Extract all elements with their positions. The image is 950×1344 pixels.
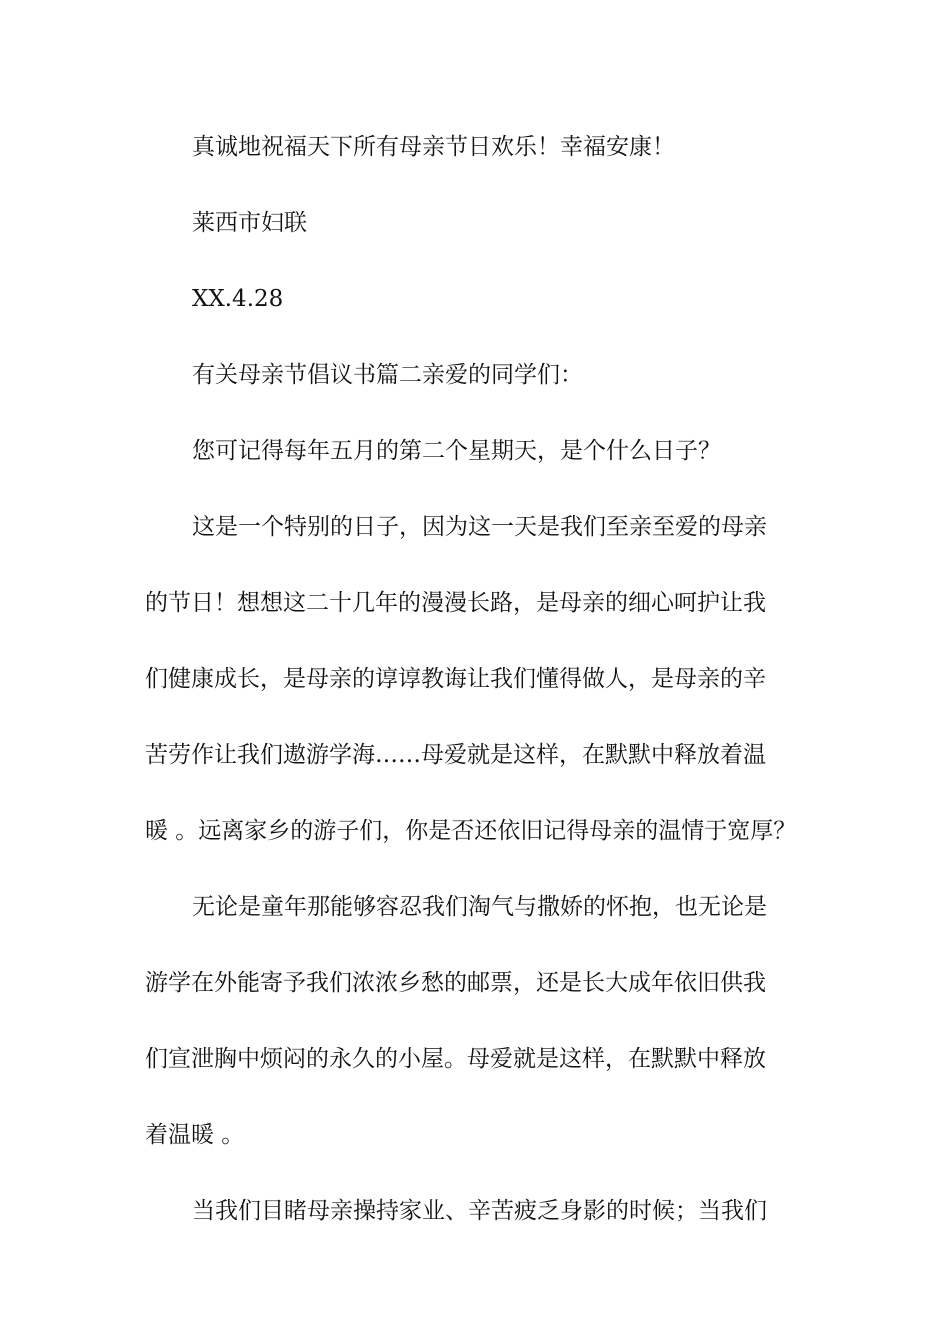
- text-line: 有关母亲节倡议书篇二亲爱的同学们：: [192, 362, 583, 388]
- paragraph: [145, 1192, 825, 1230]
- text-line: 您可记得每年五月的第二个星期天，是个什么日子？: [192, 438, 721, 464]
- paragraph: [145, 356, 825, 394]
- paragraph: [145, 128, 825, 166]
- text-line: 着温暖 。: [145, 1122, 245, 1148]
- paragraph: [145, 280, 825, 318]
- text-line: 们宣泄胸中烦闷的永久的小屋。母爱就是这样，在默默中释放: [145, 1046, 766, 1072]
- text-line: 暖 。远离家乡的游子们，你是否还依旧记得母亲的温情于宽厚？: [145, 818, 797, 844]
- paragraph: [145, 888, 825, 1154]
- text-line: XX.4.28: [192, 286, 284, 312]
- paragraph: [145, 204, 825, 242]
- document-body: [145, 128, 825, 1230]
- text-line: 真诚地祝福天下所有母亲节日欢乐！幸福安康！: [192, 134, 675, 160]
- text-line: 莱西市妇联: [192, 210, 307, 236]
- text-line: 当我们目睹母亲操持家业、辛苦疲乏身影的时候；当我们: [192, 1198, 767, 1224]
- paragraph: [145, 508, 825, 850]
- text-line: 苦劳作让我们遨游学海……母爱就是这样，在默默中释放着温: [145, 742, 766, 768]
- text-line: 们健康成长，是母亲的谆谆教诲让我们懂得做人，是母亲的辛: [145, 666, 766, 692]
- text-line: 无论是童年那能够容忍我们淘气与撒娇的怀抱，也无论是: [192, 894, 767, 920]
- text-line: 的节日！想想这二十几年的漫漫长路，是母亲的细心呵护让我: [145, 590, 766, 616]
- text-line: 这是一个特别的日子，因为这一天是我们至亲至爱的母亲: [192, 514, 767, 540]
- text-line: 游学在外能寄予我们浓浓乡愁的邮票，还是长大成年依旧供我: [145, 970, 766, 996]
- paragraph: [145, 432, 825, 470]
